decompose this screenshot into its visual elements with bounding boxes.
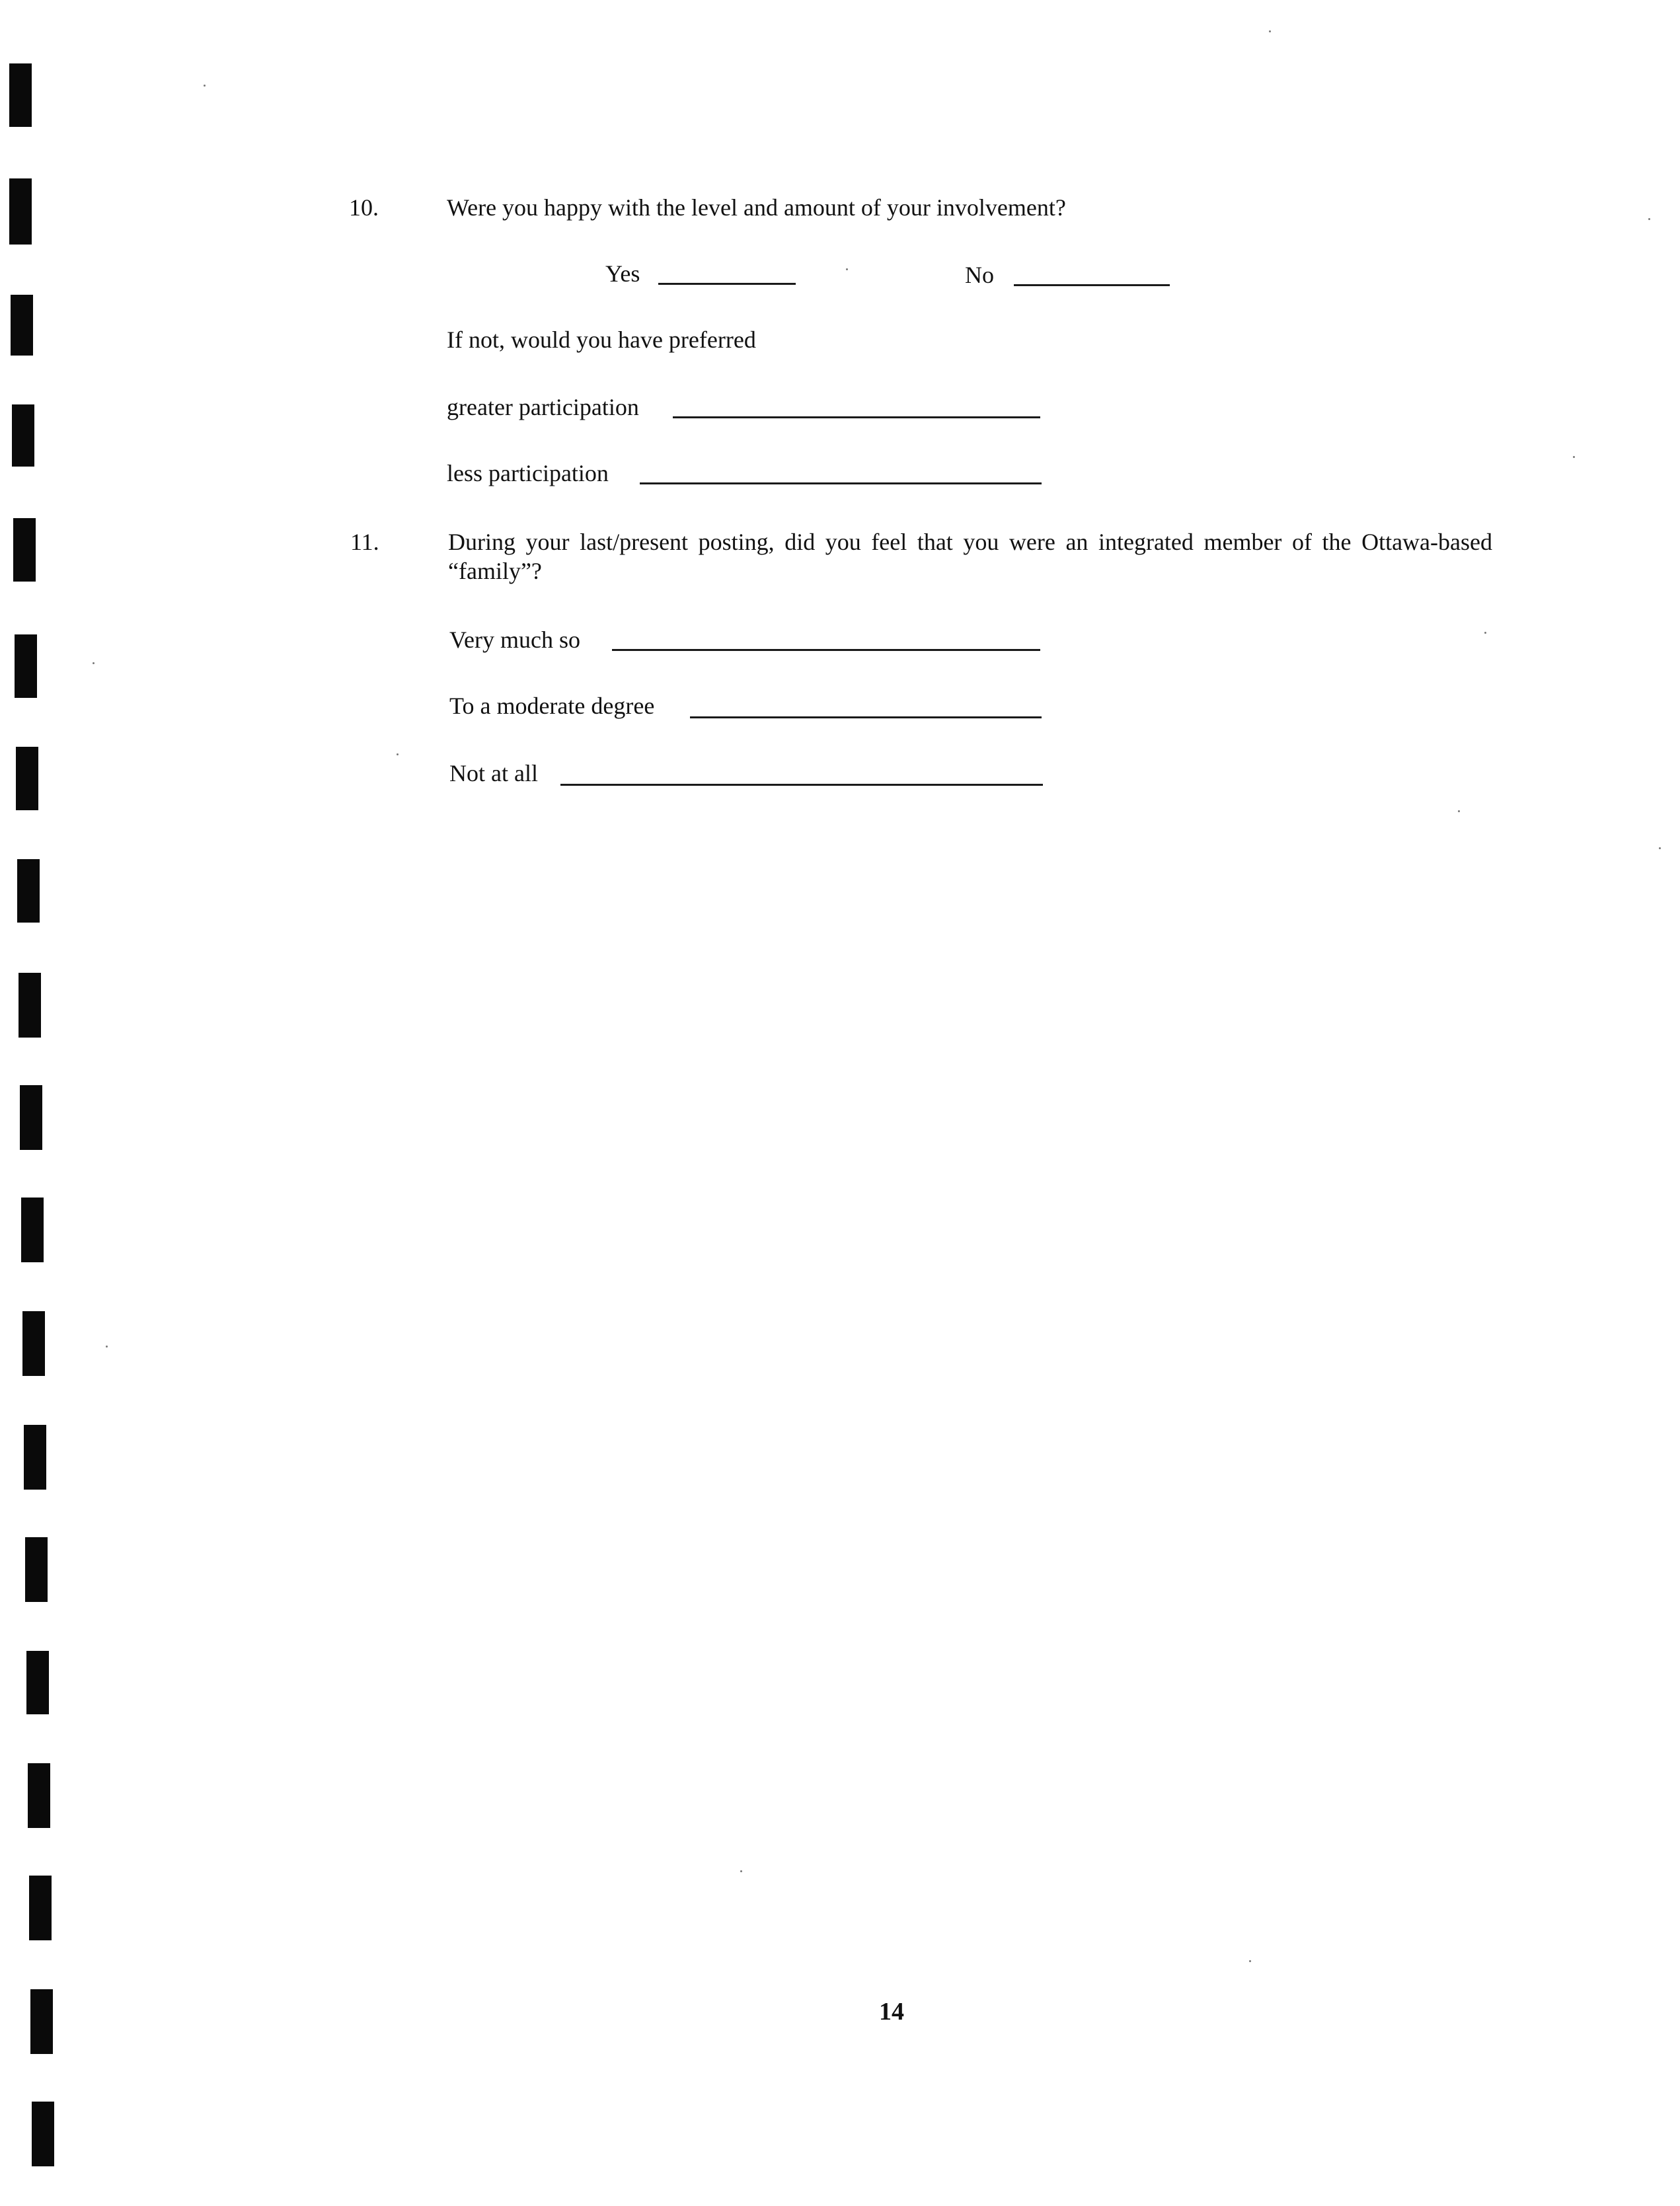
binding-mark — [28, 1763, 50, 1828]
binding-mark — [20, 1085, 42, 1150]
scan-speck — [106, 1346, 108, 1348]
binding-mark — [24, 1425, 46, 1490]
scan-speck — [93, 662, 95, 664]
no-answer-line[interactable] — [1014, 284, 1170, 286]
page-number: 14 — [879, 1998, 904, 2026]
scan-speck — [397, 753, 399, 755]
binding-mark — [25, 1537, 48, 1602]
binding-mark — [11, 295, 33, 356]
binding-mark — [19, 973, 41, 1038]
less-participation-answer-line[interactable] — [640, 482, 1042, 484]
binding-mark — [17, 859, 40, 923]
option-greater-participation: greater participation — [447, 394, 639, 420]
option-moderate-degree: To a moderate degree — [449, 693, 655, 719]
option-very-much-so: Very much so — [449, 627, 580, 653]
binding-mark — [30, 1989, 53, 2054]
moderate-degree-answer-line[interactable] — [690, 716, 1042, 718]
greater-participation-answer-line[interactable] — [673, 416, 1040, 418]
scan-speck — [846, 268, 848, 270]
scan-speck — [1269, 30, 1271, 32]
very-much-so-answer-line[interactable] — [612, 649, 1040, 651]
scan-speck — [1458, 810, 1460, 812]
binding-mark — [16, 747, 38, 810]
binding-mark — [15, 634, 37, 698]
yes-label: Yes — [605, 260, 640, 287]
scan-speck — [1249, 1960, 1251, 1962]
binding-mark — [21, 1198, 44, 1262]
question-11-number: 11. — [350, 529, 379, 555]
option-less-participation: less participation — [447, 460, 609, 486]
binding-marks — [0, 0, 79, 2206]
scan-speck — [740, 1870, 742, 1872]
no-label: No — [965, 262, 994, 288]
binding-mark — [12, 404, 34, 467]
scan-speck — [1648, 218, 1650, 220]
binding-mark — [32, 2102, 54, 2166]
scan-speck — [204, 85, 206, 87]
binding-mark — [26, 1651, 49, 1714]
question-11-text: During your last/present posting, did you feel that you were an integrated member of the Ottawa-based “family”? — [448, 529, 1492, 584]
binding-mark — [29, 1876, 52, 1940]
scan-speck — [1659, 847, 1661, 849]
option-not-at-all: Not at all — [449, 760, 538, 786]
binding-mark — [22, 1311, 45, 1376]
scan-speck — [1573, 456, 1575, 458]
binding-mark — [9, 63, 32, 127]
scan-speck — [1484, 632, 1486, 634]
binding-mark — [9, 178, 32, 245]
question-10-follow-up: If not, would you have preferred — [447, 326, 756, 353]
binding-mark — [13, 518, 36, 582]
question-10-text: Were you happy with the level and amount of your involvement? — [447, 194, 1066, 221]
question-10-number: 10. — [349, 194, 379, 221]
yes-answer-line[interactable] — [658, 283, 796, 285]
not-at-all-answer-line[interactable] — [560, 784, 1043, 786]
